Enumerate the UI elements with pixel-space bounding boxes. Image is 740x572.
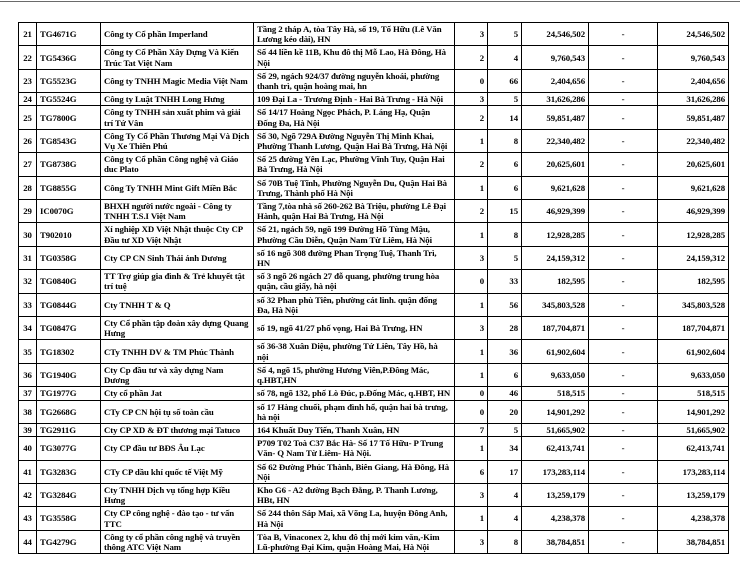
amount-cell: 46,929,399 (522, 200, 589, 223)
adjustment-cell: - (589, 460, 658, 483)
amount-cell: 173,283,114 (522, 460, 589, 483)
company-name-cell: Công ty Luật TNHH Long Hưng (101, 93, 254, 106)
address-cell: Tòa B, Vinaconex 2, khu đô thị mới kim văn,-Kim Lũ-phường Đại Kim, quận Hoàng Mai, Hà Nội (254, 530, 455, 553)
count-b-cell: 20 (488, 400, 522, 423)
row-number-cell: 33 (19, 293, 37, 316)
count-a-cell: 3 (455, 317, 488, 340)
company-name-cell: Công Ty Cổ Phần Thương Mại Và Dịch Vụ Xe Thiên Phú (101, 129, 254, 152)
company-name-cell: Công ty Cổ phần Imperland (101, 23, 254, 46)
code-cell: TG1940G (37, 363, 101, 386)
address-cell: Số 4, ngõ 15, phường Hương Viên,P.Đông Mác, q.HBT,HN (254, 363, 455, 386)
count-a-cell: 7 (455, 423, 488, 436)
code-cell: TG0840G (37, 270, 101, 293)
adjustment-cell: - (589, 129, 658, 152)
address-cell: Tầng 7,tòa nhà số 260-262 Bà Triệu, phường Lê Đại Hành, quận Hai Bà Trưng, Hà Nội (254, 200, 455, 223)
total-cell: 173,283,114 (658, 460, 729, 483)
amount-cell: 51,665,902 (522, 423, 589, 436)
amount-cell: 24,159,312 (522, 246, 589, 269)
table-row (19, 129, 729, 152)
count-b-cell: 4 (488, 483, 522, 506)
company-name-cell: Cty CP đầu tư BĐS Âu Lạc (101, 437, 254, 460)
amount-cell: 31,626,286 (522, 93, 589, 106)
amount-cell: 13,259,179 (522, 483, 589, 506)
code-cell: TG4279G (37, 530, 101, 553)
code-cell: TG3077G (37, 437, 101, 460)
count-b-cell: 34 (488, 437, 522, 460)
address-cell: số 17 Hàng chuối, phạm đình hổ, quận hai bà trưng, hà nội (254, 400, 455, 423)
adjustment-cell: - (589, 223, 658, 246)
adjustment-cell: - (589, 246, 658, 269)
code-cell: TG7800G (37, 106, 101, 129)
row-number-cell: 21 (19, 23, 37, 46)
total-cell: 12,928,285 (658, 223, 729, 246)
count-b-cell: 33 (488, 270, 522, 293)
count-b-cell: 46 (488, 387, 522, 400)
amount-cell: 9,621,628 (522, 176, 589, 199)
total-cell: 62,413,741 (658, 437, 729, 460)
company-name-cell: Cty CP công nghệ - đào tạo - tư vấn TTC (101, 507, 254, 530)
count-a-cell: 3 (455, 93, 488, 106)
adjustment-cell: - (589, 153, 658, 176)
count-b-cell: 28 (488, 317, 522, 340)
total-cell: 24,546,502 (658, 23, 729, 46)
address-cell: Số 21, ngách 59, ngõ 199 Đường Hồ Tùng Mậu, Phường Cầu Diễn, Quận Nam Từ Liêm, Hà Nội (254, 223, 455, 246)
code-cell: T902010 (37, 223, 101, 246)
total-cell: 14,901,292 (658, 400, 729, 423)
amount-cell: 12,928,285 (522, 223, 589, 246)
code-cell: TG0847G (37, 317, 101, 340)
amount-cell: 4,238,378 (522, 507, 589, 530)
amount-cell: 345,803,528 (522, 293, 589, 316)
company-name-cell: Cty cổ phần Jat (101, 387, 254, 400)
page-top-rule (0, 1, 740, 2)
table-row (19, 106, 729, 129)
row-number-cell: 37 (19, 387, 37, 400)
table-row (19, 46, 729, 69)
address-cell: số 36-38 Xuân Diệu, phường Tứ Liên, Tây Hồ, hà nội (254, 340, 455, 363)
adjustment-cell: - (589, 69, 658, 92)
total-cell: 20,625,601 (658, 153, 729, 176)
row-number-cell: 42 (19, 483, 37, 506)
code-cell: TG1977G (37, 387, 101, 400)
total-cell: 13,259,179 (658, 483, 729, 506)
company-name-cell: BHXH người nước ngoài - Công ty TNHH T.S.I Việt Nam (101, 200, 254, 223)
row-number-cell: 39 (19, 423, 37, 436)
amount-cell: 182,595 (522, 270, 589, 293)
adjustment-cell: - (589, 46, 658, 69)
code-cell: TG0844G (37, 293, 101, 316)
total-cell: 345,803,528 (658, 293, 729, 316)
adjustment-cell: - (589, 340, 658, 363)
table-row (19, 69, 729, 92)
count-b-cell: 8 (488, 530, 522, 553)
adjustment-cell: - (589, 176, 658, 199)
count-b-cell: 4 (488, 507, 522, 530)
company-name-cell: Cty Cổ phần tập đoàn xây dựng Quang Hưng (101, 317, 254, 340)
count-b-cell: 5 (488, 23, 522, 46)
count-a-cell: 3 (455, 23, 488, 46)
address-cell: Số 62 Đường Phúc Thành, Biên Giang, Hà Đông, Hà Nội (254, 460, 455, 483)
table-body (19, 23, 729, 554)
row-number-cell: 27 (19, 153, 37, 176)
company-name-cell: CTy CP CN hội tụ số toàn cầu (101, 400, 254, 423)
address-cell: Kho G6 - A2 đường Bạch Đằng, P. Thanh Lương, HBt, HN (254, 483, 455, 506)
company-name-cell: CTy CP dầu khí quốc tế Việt Mỹ (101, 460, 254, 483)
table-row (19, 387, 729, 400)
code-cell: TG3284G (37, 483, 101, 506)
amount-cell: 9,633,050 (522, 363, 589, 386)
table-row (19, 176, 729, 199)
code-cell: TG4671G (37, 23, 101, 46)
count-b-cell: 17 (488, 460, 522, 483)
count-a-cell: 0 (455, 400, 488, 423)
company-name-cell: Công ty TNHH Magic Media Việt Nam (101, 69, 254, 92)
count-a-cell: 1 (455, 340, 488, 363)
table-row (19, 93, 729, 106)
code-cell: TG8738G (37, 153, 101, 176)
table-row (19, 293, 729, 316)
amount-cell: 61,902,604 (522, 340, 589, 363)
total-cell: 182,595 (658, 270, 729, 293)
row-number-cell: 30 (19, 223, 37, 246)
count-b-cell: 8 (488, 223, 522, 246)
count-a-cell: 1 (455, 129, 488, 152)
table-row (19, 460, 729, 483)
address-cell: số 19, ngõ 41/27 phố vọng, Hai Bà Trưng, HN (254, 317, 455, 340)
address-cell: Số 44 liền kề 11B, Khu đô thị Mỗ Lao, Hà Đông, Hà Nội (254, 46, 455, 69)
amount-cell: 9,760,543 (522, 46, 589, 69)
row-number-cell: 28 (19, 176, 37, 199)
code-cell: TG2668G (37, 400, 101, 423)
count-b-cell: 15 (488, 200, 522, 223)
amount-cell: 22,340,482 (522, 129, 589, 152)
row-number-cell: 25 (19, 106, 37, 129)
total-cell: 4,238,378 (658, 507, 729, 530)
adjustment-cell: - (589, 483, 658, 506)
code-cell: TG8543G (37, 129, 101, 152)
adjustment-cell: - (589, 387, 658, 400)
adjustment-cell: - (589, 437, 658, 460)
total-cell: 38,784,851 (658, 530, 729, 553)
company-name-cell: TT Trợ giúp gia đình & Trẻ khuyết tật trí tuệ (101, 270, 254, 293)
count-b-cell: 8 (488, 129, 522, 152)
count-a-cell: 2 (455, 46, 488, 69)
table-row (19, 200, 729, 223)
address-cell: P709 T02 Toà C37 Bắc Hà- Số 17 Tố Hữu- P Trung Văn- Q Nam Từ Liêm- Hà Nội. (254, 437, 455, 460)
code-cell: TG18302 (37, 340, 101, 363)
address-cell: Số 14/17 Hoàng Ngọc Phách, P. Láng Hạ, Quận Đống Đa, Hà Nội (254, 106, 455, 129)
total-cell: 187,704,871 (658, 317, 729, 340)
company-name-cell: Cty TNHH T & Q (101, 293, 254, 316)
total-cell: 51,665,902 (658, 423, 729, 436)
adjustment-cell: - (589, 423, 658, 436)
total-cell: 22,340,482 (658, 129, 729, 152)
amount-cell: 518,515 (522, 387, 589, 400)
amount-cell: 2,404,656 (522, 69, 589, 92)
company-name-cell: Cty CP CN Sinh Thái ánh Dương (101, 246, 254, 269)
row-number-cell: 41 (19, 460, 37, 483)
count-b-cell: 6 (488, 153, 522, 176)
count-a-cell: 1 (455, 437, 488, 460)
count-a-cell: 3 (455, 530, 488, 553)
company-name-cell: Công ty Cổ Phần Xây Dựng Và Kiến Trúc Tat Việt Nam (101, 46, 254, 69)
company-name-cell: Cty Cp đầu tư và xây dựng Nam Dương (101, 363, 254, 386)
address-cell: Số 70B Tuệ Tĩnh, Phường Nguyễn Du, Quận Hai Bà Trưng, Thành phố Hà Nội (254, 176, 455, 199)
company-name-cell: Công ty cổ phần công nghệ và truyền thông ATC Việt Nam (101, 530, 254, 553)
count-a-cell: 0 (455, 270, 488, 293)
adjustment-cell: - (589, 93, 658, 106)
code-cell: TG5523G (37, 69, 101, 92)
company-name-cell: Cty CP XD & ĐT thương mại Tatuco (101, 423, 254, 436)
address-cell: số 16 ngõ 308 đường Phan Trọng Tuệ, Thanh Trì, HN (254, 246, 455, 269)
company-name-cell: Cty TNHH Dịch vụ tổng hợp Kiều Hưng (101, 483, 254, 506)
row-number-cell: 44 (19, 530, 37, 553)
table-row (19, 153, 729, 176)
total-cell: 9,760,543 (658, 46, 729, 69)
count-b-cell: 36 (488, 340, 522, 363)
amount-cell: 20,625,601 (522, 153, 589, 176)
adjustment-cell: - (589, 270, 658, 293)
address-cell: Số 30, Ngõ 729A Đường Nguyễn Thị Minh Khai, Phường Thanh Lương, Quận Hai Bà Trưng, Hà Nội (254, 129, 455, 152)
amount-cell: 62,413,741 (522, 437, 589, 460)
count-a-cell: 1 (455, 363, 488, 386)
code-cell: IC0070G (37, 200, 101, 223)
address-cell: 164 Khuất Duy Tiến, Thanh Xuân, HN (254, 423, 455, 436)
count-a-cell: 0 (455, 387, 488, 400)
address-cell: số 78, ngõ 132, phố Lò Đúc, p.Đống Mác, q.HBT, HN (254, 387, 455, 400)
code-cell: TG0358G (37, 246, 101, 269)
table-row (19, 483, 729, 506)
code-cell: TG5436G (37, 46, 101, 69)
table-row (19, 223, 729, 246)
row-number-cell: 29 (19, 200, 37, 223)
table-row (19, 507, 729, 530)
table-row (19, 270, 729, 293)
count-a-cell: 2 (455, 153, 488, 176)
count-a-cell: 1 (455, 293, 488, 316)
row-number-cell: 31 (19, 246, 37, 269)
amount-cell: 24,546,502 (522, 23, 589, 46)
count-b-cell: 5 (488, 423, 522, 436)
code-cell: TG3283G (37, 460, 101, 483)
company-name-cell: Xí nghiệp XD Việt Nhật thuộc Cty CP Đầu tư XD Việt Nhật (101, 223, 254, 246)
adjustment-cell: - (589, 317, 658, 340)
table-row (19, 317, 729, 340)
amount-cell: 59,851,487 (522, 106, 589, 129)
row-number-cell: 24 (19, 93, 37, 106)
row-number-cell: 43 (19, 507, 37, 530)
count-a-cell: 0 (455, 69, 488, 92)
adjustment-cell: - (589, 200, 658, 223)
code-cell: TG8855G (37, 176, 101, 199)
table-row (19, 400, 729, 423)
address-cell: Số 29, ngách 924/37 đường nguyễn khoái, phường thanh trì, quận hoàng mai, hn (254, 69, 455, 92)
address-cell: 109 Đại La - Trương Định - Hai Bà Trưng - Hà Nội (254, 93, 455, 106)
total-cell: 59,851,487 (658, 106, 729, 129)
adjustment-cell: - (589, 23, 658, 46)
count-b-cell: 6 (488, 176, 522, 199)
table-row (19, 246, 729, 269)
row-number-cell: 22 (19, 46, 37, 69)
count-a-cell: 1 (455, 176, 488, 199)
count-a-cell: 6 (455, 460, 488, 483)
row-number-cell: 23 (19, 69, 37, 92)
total-cell: 518,515 (658, 387, 729, 400)
count-a-cell: 2 (455, 200, 488, 223)
count-a-cell: 2 (455, 106, 488, 129)
count-b-cell: 5 (488, 246, 522, 269)
row-number-cell: 35 (19, 340, 37, 363)
table-row (19, 423, 729, 436)
row-number-cell: 26 (19, 129, 37, 152)
total-cell: 9,621,628 (658, 176, 729, 199)
adjustment-cell: - (589, 293, 658, 316)
company-name-cell: Công Ty TNHH Mint Gift Miền Bắc (101, 176, 254, 199)
code-cell: TG2911G (37, 423, 101, 436)
company-name-cell: Công ty TNHH sản xuất phim và giải trí Tứ Vân (101, 106, 254, 129)
adjustment-cell: - (589, 400, 658, 423)
adjustment-cell: - (589, 363, 658, 386)
table-row (19, 437, 729, 460)
address-cell: Tầng 2 tháp A, tòa Tây Hà, số 19, Tố Hữu (Lê Văn Lương kéo dài), HN (254, 23, 455, 46)
count-a-cell: 1 (455, 507, 488, 530)
count-b-cell: 4 (488, 46, 522, 69)
count-b-cell: 14 (488, 106, 522, 129)
total-cell: 9,633,050 (658, 363, 729, 386)
table-row (19, 530, 729, 553)
table-row (19, 23, 729, 46)
company-name-cell: Công ty Cổ phần Công nghệ và Giáo duc Plato (101, 153, 254, 176)
adjustment-cell: - (589, 106, 658, 129)
amount-cell: 38,784,851 (522, 530, 589, 553)
table-row (19, 340, 729, 363)
count-b-cell: 6 (488, 363, 522, 386)
table-row (19, 363, 729, 386)
code-cell: TG5524G (37, 93, 101, 106)
row-number-cell: 32 (19, 270, 37, 293)
row-number-cell: 36 (19, 363, 37, 386)
row-number-cell: 40 (19, 437, 37, 460)
code-cell: TG3558G (37, 507, 101, 530)
row-number-cell: 38 (19, 400, 37, 423)
count-a-cell: 3 (455, 483, 488, 506)
total-cell: 24,159,312 (658, 246, 729, 269)
row-number-cell: 34 (19, 317, 37, 340)
adjustment-cell: - (589, 507, 658, 530)
address-cell: số 32 Phan phù Tiên, phường cát linh. quận đống Đa, Hà Nội (254, 293, 455, 316)
address-cell: Số 244 thôn Sáp Mai, xã Võng La, huyện Đông Anh, Hà Nội (254, 507, 455, 530)
total-cell: 2,404,656 (658, 69, 729, 92)
address-cell: Số 25 đường Yên Lạc, Phường Vĩnh Tuy, Quận Hai Bà Trưng, Hà Nội (254, 153, 455, 176)
total-cell: 61,902,604 (658, 340, 729, 363)
total-cell: 46,929,399 (658, 200, 729, 223)
adjustment-cell: - (589, 530, 658, 553)
amount-cell: 187,704,871 (522, 317, 589, 340)
company-name-cell: CTy TNHH DV & TM Phúc Thành (101, 340, 254, 363)
amount-cell: 14,901,292 (522, 400, 589, 423)
total-cell: 31,626,286 (658, 93, 729, 106)
count-a-cell: 3 (455, 246, 488, 269)
count-b-cell: 56 (488, 293, 522, 316)
company-list-table (18, 22, 729, 554)
address-cell: số 3 ngõ 26 ngách 27 đỗ quang, phường trung hòa quận, cầu giấy, hà nội (254, 270, 455, 293)
count-b-cell: 5 (488, 93, 522, 106)
count-b-cell: 66 (488, 69, 522, 92)
count-a-cell: 1 (455, 223, 488, 246)
